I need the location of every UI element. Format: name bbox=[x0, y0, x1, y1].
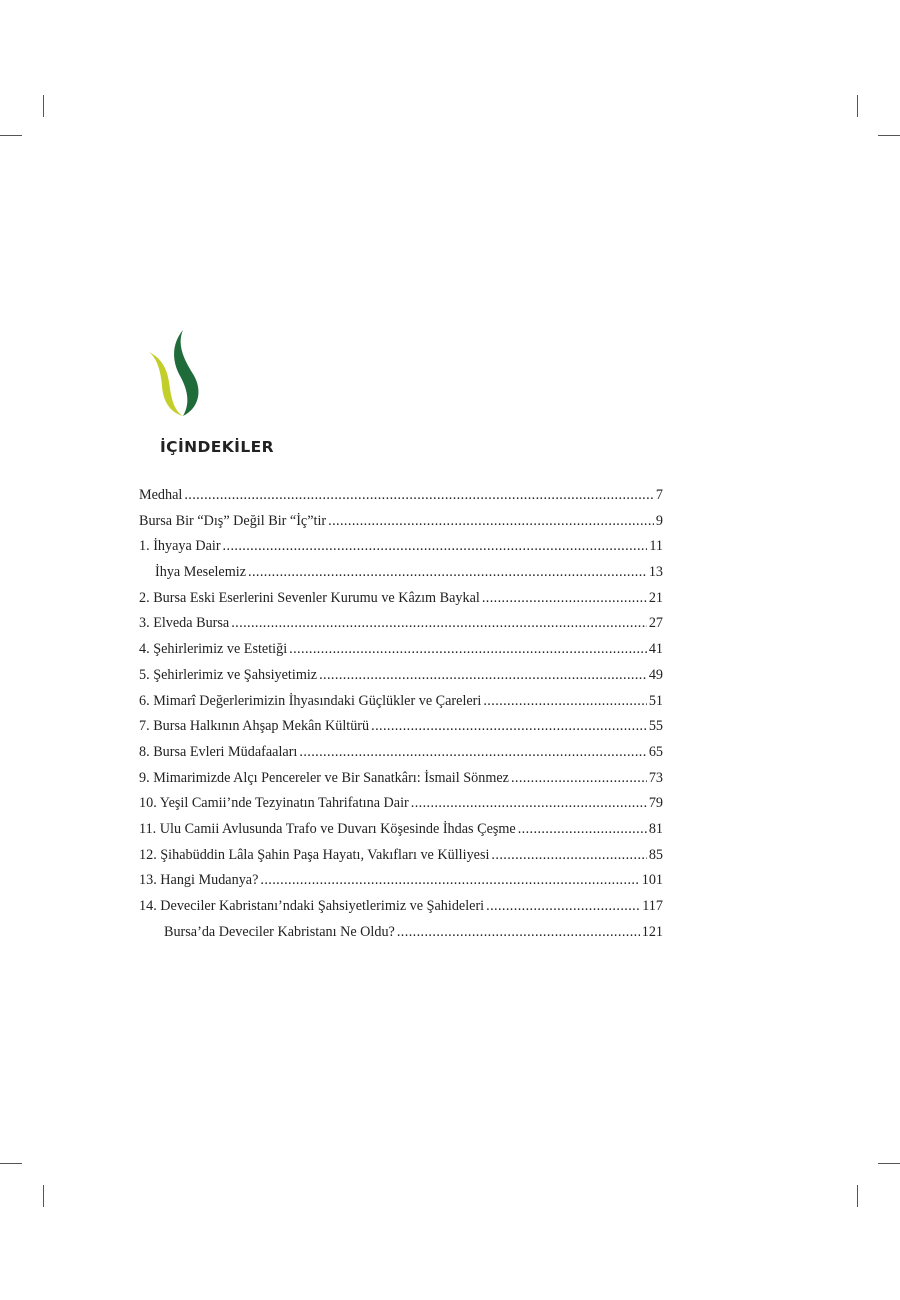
dot-leader bbox=[371, 714, 647, 740]
toc-entry[interactable] bbox=[139, 637, 663, 663]
toc-entry-title: 14. Deveciler Kabristanı’ndaki Şahsiyetlerimiz ve Şahideleri bbox=[139, 898, 485, 914]
toc-entry[interactable] bbox=[139, 868, 663, 894]
dot-leader bbox=[511, 766, 647, 792]
crop-mark bbox=[0, 135, 22, 136]
toc-entry-title: 5. Şehirlerimiz ve Şahsiyetimiz bbox=[139, 666, 318, 683]
toc-entry-page: 41 bbox=[648, 641, 663, 658]
dot-leader bbox=[231, 611, 647, 637]
crop-mark bbox=[857, 1185, 858, 1207]
toc-entry-title: 13. Hangi Mudanya? bbox=[139, 872, 259, 889]
crop-mark bbox=[43, 95, 44, 117]
toc-entry-page: 51 bbox=[648, 692, 663, 709]
dot-leader bbox=[411, 791, 647, 817]
toc-entry-title: 7. Bursa Halkının Ahşap Mekân Kültürü bbox=[139, 718, 370, 735]
crop-mark bbox=[878, 1163, 900, 1164]
toc-entry-title: Medhal bbox=[139, 487, 183, 503]
toc-entry[interactable] bbox=[139, 714, 663, 740]
toc-entry-page: 55 bbox=[648, 718, 663, 735]
toc-entry[interactable] bbox=[139, 663, 663, 689]
toc-entry-page: 7 bbox=[655, 487, 663, 503]
toc-entry[interactable] bbox=[139, 534, 663, 560]
dot-leader bbox=[223, 534, 648, 560]
toc-entry-title: İhya Meselemiz bbox=[155, 564, 246, 581]
logo-dark-leaf bbox=[174, 330, 198, 416]
toc-entry-title: 11. Ulu Camii Avlusunda Trafo ve Duvarı Köşesinde İhdas Çeşme bbox=[139, 820, 516, 837]
toc-entry[interactable] bbox=[139, 586, 663, 612]
table-of-contents bbox=[139, 483, 663, 945]
toc-entry-page: 11 bbox=[649, 538, 663, 555]
toc-entry-page: 21 bbox=[648, 589, 663, 606]
crop-mark bbox=[0, 1163, 22, 1164]
toc-subentry[interactable] bbox=[139, 920, 663, 946]
dot-leader bbox=[289, 637, 647, 663]
toc-entry-title: 3. Elveda Bursa bbox=[139, 615, 230, 632]
toc-entry[interactable] bbox=[139, 509, 663, 535]
leaf-sprout-icon bbox=[145, 328, 205, 418]
dot-leader bbox=[299, 740, 646, 766]
toc-entry-page: 13 bbox=[648, 564, 663, 581]
dot-leader bbox=[328, 509, 654, 535]
dot-leader bbox=[518, 817, 647, 843]
toc-entry-page: 121 bbox=[641, 923, 663, 940]
toc-subentry[interactable] bbox=[139, 560, 663, 586]
toc-entry-page: 117 bbox=[642, 898, 663, 914]
toc-entry-page: 9 bbox=[655, 512, 663, 529]
toc-entry[interactable] bbox=[139, 689, 663, 715]
toc-entry-title: 2. Bursa Eski Eserlerini Sevenler Kurumu ve Kâzım Baykal bbox=[139, 589, 480, 606]
dot-leader bbox=[483, 689, 646, 715]
toc-entry[interactable] bbox=[139, 766, 663, 792]
toc-entry-title: 8. Bursa Evleri Müdafaaları bbox=[139, 743, 298, 760]
toc-entry[interactable] bbox=[139, 791, 663, 817]
toc-entry-page: 73 bbox=[648, 769, 663, 786]
toc-entry-title: Bursa’da Deveciler Kabristanı Ne Oldu? bbox=[164, 923, 395, 940]
toc-entry-page: 85 bbox=[648, 846, 663, 863]
toc-title: İÇİNDEKİLER bbox=[160, 438, 274, 456]
dot-leader bbox=[184, 483, 654, 509]
toc-entry-title: 1. İhyaya Dair bbox=[139, 538, 221, 555]
toc-entry[interactable] bbox=[139, 611, 663, 637]
dot-leader bbox=[491, 843, 646, 869]
toc-entry-page: 101 bbox=[641, 872, 663, 889]
toc-entry-page: 79 bbox=[648, 795, 663, 812]
dot-leader bbox=[486, 894, 640, 920]
toc-entry-title: 6. Mimarî Değerlerimizin İhyasındaki Güçlükler ve Çareleri bbox=[139, 692, 482, 709]
crop-mark bbox=[43, 1185, 44, 1207]
toc-entry-page: 27 bbox=[648, 615, 663, 632]
crop-mark bbox=[857, 95, 858, 117]
dot-leader bbox=[260, 868, 639, 894]
toc-entry-title: 12. Şihabüddin Lâla Şahin Paşa Hayatı, Vakıfları ve Külliyesi bbox=[139, 846, 490, 863]
dot-leader bbox=[482, 586, 647, 612]
toc-entry-title: 4. Şehirlerimiz ve Estetiği bbox=[139, 641, 288, 658]
toc-entry-page: 81 bbox=[648, 820, 663, 837]
toc-entry-page: 65 bbox=[648, 743, 663, 760]
toc-entry[interactable] bbox=[139, 817, 663, 843]
toc-entry[interactable] bbox=[139, 740, 663, 766]
toc-entry[interactable] bbox=[139, 483, 663, 509]
toc-entry-title: 10. Yeşil Camii’nde Tezyinatın Tahrifatına Dair bbox=[139, 795, 409, 812]
toc-entry[interactable] bbox=[139, 843, 663, 869]
toc-entry-title: 9. Mimarimizde Alçı Pencereler ve Bir Sanatkârı: İsmail Sönmez bbox=[139, 769, 509, 786]
dot-leader bbox=[397, 920, 640, 946]
toc-entry-page: 49 bbox=[648, 666, 663, 683]
toc-entry-title: Bursa Bir “Dış” Değil Bir “İç”tir bbox=[139, 512, 327, 529]
crop-mark bbox=[878, 135, 900, 136]
toc-entry[interactable] bbox=[139, 894, 663, 920]
dot-leader bbox=[319, 663, 647, 689]
dot-leader bbox=[248, 560, 647, 586]
